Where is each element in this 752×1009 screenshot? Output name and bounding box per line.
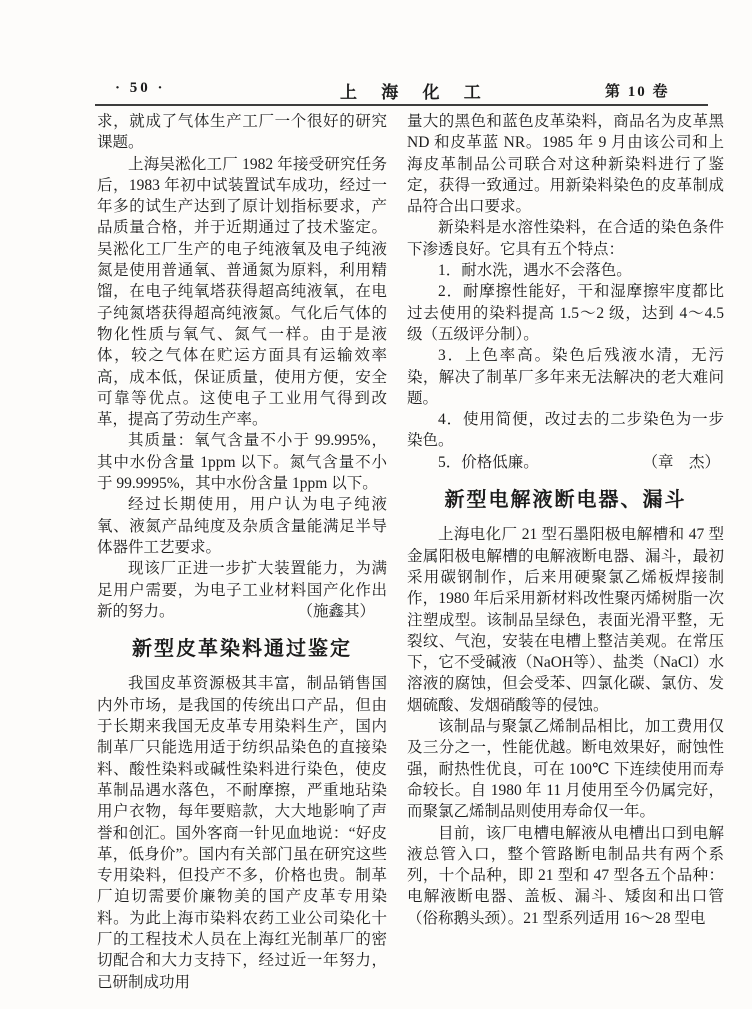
right-column xyxy=(407,111,724,929)
paragraph: 我国皮革资源极其丰富，制品销售国内外市场，是我国的传统出口产品，但由于长期来我国无皮革专用染料生产，国内制革厂只能选用适于纺织品染色的直接染料、酸性染料或碱性染料进行染色，使皮革制品遇水落色，不耐摩擦，严重地玷染用户衣物，每年要赔款，大大地影响了声誉和创汇。国外客商一针见血地说：“好皮革，低身价”。国内有关部门虽在研究这些专用染料，但投产不多，价格也贵。制革厂迫切需要价廉物美的国产皮革专用染料。为此上海市染料农药工业公司染化十厂的工程技术人员在上海红光制革厂的密切配合和大力支持下，经过近一年努力，已研制成功用 xyxy=(97,675,387,991)
article-title-electrolyte: 新型电解液断电器、漏斗 xyxy=(444,489,687,512)
paragraph xyxy=(97,558,387,622)
author-signature: （施鑫其） xyxy=(297,602,375,620)
feature-item: 4．使用简便，改过去的二步染色为一步染色。 xyxy=(407,411,724,450)
header-rule xyxy=(95,104,708,106)
feature-item: 1．耐水洗，遇水不会落色。 xyxy=(438,262,632,280)
paragraph-gas-continuation: 求，就成了气体生产工厂一个很好的研究课题。 xyxy=(97,113,387,152)
feature-list xyxy=(407,260,724,473)
article-title-leather-dye: 新型皮革染料通过鉴定 xyxy=(132,638,352,661)
feature-item: 2．耐摩擦性能好，干和湿摩擦牢度都比过去使用的染料提高 1.5～2 级，达到 4～4.5 级（五级评分制）。 xyxy=(407,283,724,343)
paragraph: 其质量：氧气含量不小于 99.995%，其中水份含量 1ppm 以下。氮气含量不小于 99.9995%，其中水份含量 1ppm 以下。 xyxy=(97,432,387,493)
volume-label: 第 10 卷 xyxy=(605,84,670,100)
paragraph: 上海吴淞化工厂 1982 年接受研究任务后，1983 年初中试装置试车成功，经过一年多的试生产达到了原计划指标要求，产品质量合格，并于近期通过了技术鉴定。吴淞化工厂生产的电子纯液氧及电子纯液氮是使用普通氧、普通氮为原料，利用精馏，在电子纯氧塔获得超高纯液氧，在电子纯氮塔获得超高纯液氮。气化后气体的物化性质与氧气、氮气一样。由于是液体，较之气体在贮运方面具有运输效率高，成本低，保证质量，使用方便，安全可靠等优点。这使电子工业用气得到改革，提高了劳动生产率。 xyxy=(97,155,387,429)
paragraph-dye-continuation: 量大的黑色和蓝色皮革染料，商品名为皮革黑 ND 和皮革蓝 NR。1985 年 9 月由该公司和上海皮革制品公司联合对这种新染料进行了鉴定，获得一致通过。用新染料染色的皮革制成品符合出口要求。 xyxy=(407,113,724,216)
feature-text: 5．价格低廉。 xyxy=(438,453,539,471)
journal-title: 上 海 化 工 xyxy=(340,83,491,102)
left-column xyxy=(97,111,387,993)
feature-item xyxy=(407,452,724,473)
paragraph: 新染料是水溶性染料，在合适的染色条件下渗透良好。它具有五个特点： xyxy=(407,219,724,258)
paragraph: 上海电化厂 21 型石墨阳极电解槽和 47 型金属阳极电解槽的电解液断电器、漏斗，最初采用碳钢制作，后来用硬聚氯乙烯板焊接制作，1980 年后采用新材料改性聚丙烯树脂一次注塑成型。该制品呈绿色，表面光滑平整，无裂纹、气泡，安装在电槽上整洁美观。在常压下，它不受碱液（NaOH等）、盐类（NaCl）水溶液的腐蚀，但会受苯、四氯化碳、氯仿、发烟硫酸、发烟硝酸等的侵蚀。 xyxy=(407,526,724,714)
author-signature: （章 杰） xyxy=(642,453,720,471)
paragraph: 经过长期使用，用户认为电子纯液氧、液氮产品纯度及杂质含量能满足半导体器件工艺要求。 xyxy=(97,496,387,556)
paragraph: 该制品与聚氯乙烯制品相比，加工费用仅及三分之一，性能优越。断电效果好，耐蚀性强，耐热性优良，可在 100℃ 下连续使用而寿命较长。自 1980 年 11 月使用至今仍属完好，而聚氯乙烯制品则使用寿命仅一年。 xyxy=(407,718,724,821)
feature-item: 3．上色率高。染色后残液水清，无污染，解决了制革厂多年来无法解决的老大难问题。 xyxy=(407,347,724,407)
paragraph-text: 现该厂正进一步扩大装置能力，为满足用户需要，为电子工业材料国产化作出新的努力。 xyxy=(97,560,387,620)
paragraph: 目前，该厂电槽电解液从电槽出口到电解液总管入口，整个管路断电制品共有两个系列，十个品种，即 21 型和 47 型各五个品种：电解液断电器、盖板、漏斗、矮囱和出口管（俗称鹅头颈）。21 型系列适用 16～28 型电 xyxy=(407,824,724,927)
page-number: · 50 · xyxy=(115,80,166,96)
